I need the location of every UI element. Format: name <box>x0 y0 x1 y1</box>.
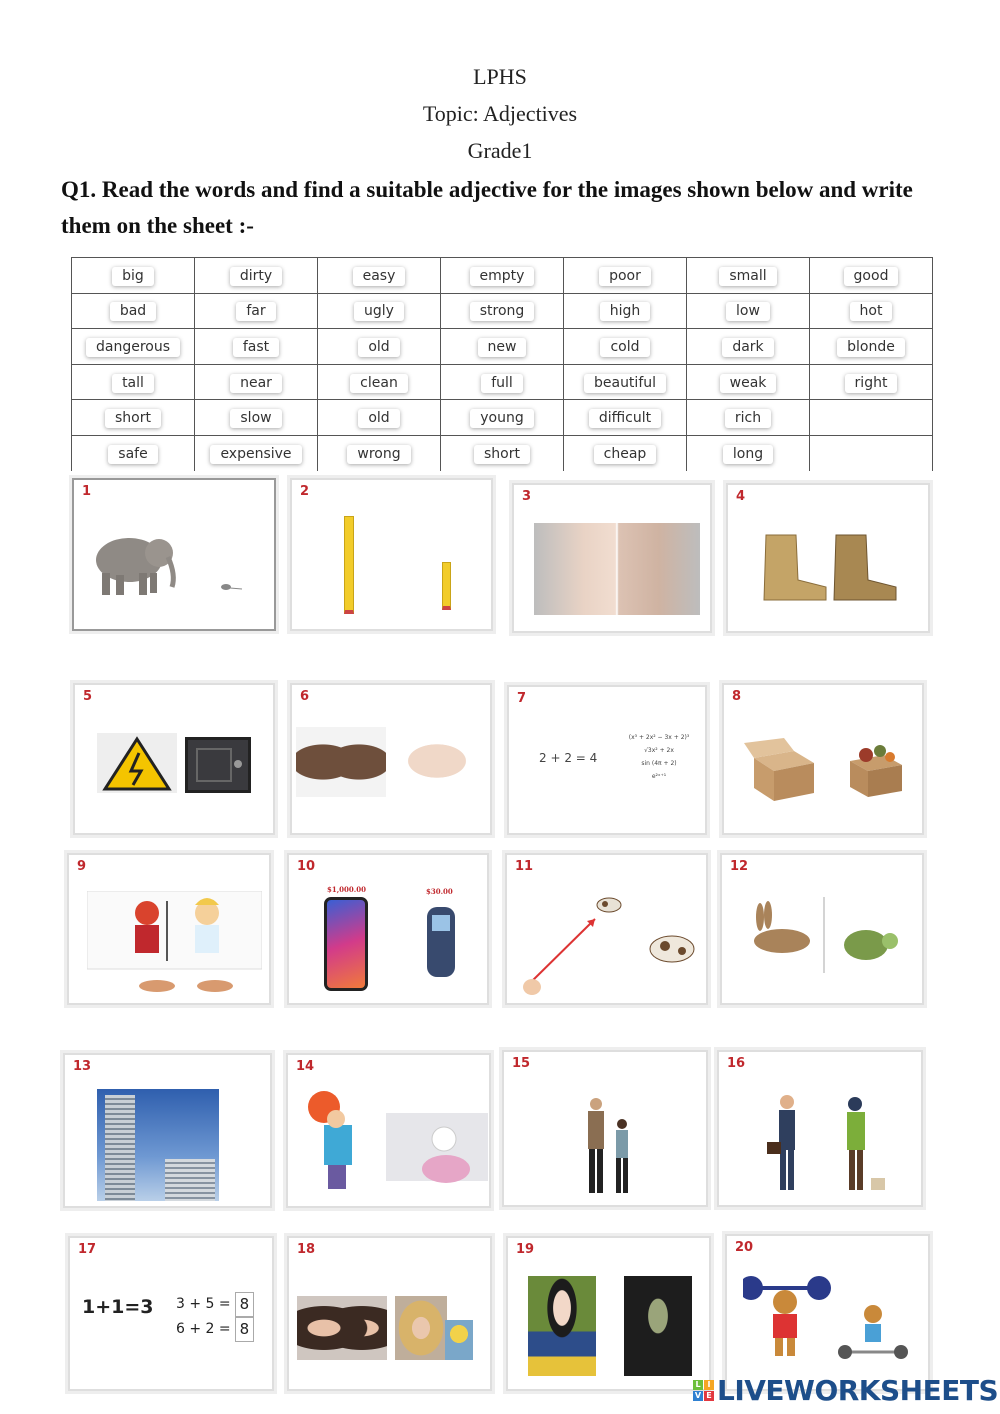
word-chip[interactable]: short <box>105 409 161 428</box>
word-bank-cell <box>195 329 318 365</box>
liveworksheets-watermark <box>693 1374 998 1407</box>
word-bank-cell <box>195 435 318 471</box>
full-box-image <box>844 739 908 799</box>
wrong-sum: 1+1=3 <box>82 1296 154 1318</box>
panel-11 <box>505 853 708 1005</box>
word-chip[interactable]: right <box>845 374 898 393</box>
word-chip[interactable]: cheap <box>594 445 657 464</box>
easy-equation: 2 + 2 = 4 <box>539 751 598 765</box>
panel-number: 11 <box>515 859 534 874</box>
word-chip[interactable]: rich <box>725 409 771 428</box>
word-bank-cell <box>687 258 810 294</box>
word-bank-cell <box>72 400 195 436</box>
word-bank-cell <box>441 435 564 471</box>
right-sums: 3 + 5 = 8 6 + 2 = 8 <box>176 1292 254 1342</box>
cheap-price: $30.00 <box>426 887 453 896</box>
word-chip[interactable]: blonde <box>837 338 905 357</box>
expensive-price: $1,000.00 <box>327 885 366 894</box>
word-chip[interactable]: old <box>358 409 399 428</box>
word-bank-cell <box>564 329 687 365</box>
word-bank-cell <box>318 435 441 471</box>
word-bank-row <box>72 293 933 329</box>
word-chip[interactable]: long <box>723 445 773 464</box>
panel-2 <box>290 478 493 631</box>
word-bank-cell <box>810 258 933 294</box>
word-bank-cell <box>687 364 810 400</box>
word-chip[interactable]: cold <box>600 338 649 357</box>
word-chip[interactable]: far <box>236 302 275 321</box>
word-bank-cell <box>72 435 195 471</box>
word-chip[interactable]: new <box>478 338 527 357</box>
word-bank-cell <box>810 329 933 365</box>
word-chip[interactable]: high <box>600 302 651 321</box>
panel-number: 2 <box>300 484 310 499</box>
word-bank-cell <box>441 258 564 294</box>
liveworksheets-text: LIVEWORKSHEETS <box>717 1374 999 1407</box>
strong-weak-image <box>743 1272 918 1362</box>
word-chip[interactable]: tall <box>112 374 154 393</box>
word-bank-cell <box>441 329 564 365</box>
short-pencil-icon <box>442 562 451 610</box>
panel-3 <box>512 483 712 633</box>
word-chip[interactable]: hot <box>850 302 893 321</box>
panel-5 <box>73 683 275 835</box>
empty-box-image <box>744 733 824 803</box>
word-bank-cell <box>810 400 933 436</box>
word-chip[interactable]: dirty <box>230 267 282 286</box>
word-bank-row <box>72 400 933 436</box>
washing-hands-image <box>392 735 482 787</box>
word-chip[interactable]: dark <box>722 338 773 357</box>
word-chip[interactable]: wrong <box>347 445 410 464</box>
panel-15 <box>502 1050 708 1207</box>
elephant-mouse-image <box>84 525 264 600</box>
hard-equations: (x³ + 2x² − 3x + 2)³ √3x² + 2x sin (4π + 2) e²ˣ⁺¹ <box>628 734 690 780</box>
panel-10 <box>287 853 489 1005</box>
devil-angel-image <box>87 891 262 996</box>
word-bank-cell <box>195 400 318 436</box>
word-bank-cell <box>810 435 933 471</box>
question-text: Q1. Read the words and find a suitable adjective for the images shown below and write them on the sheet :- <box>61 177 913 238</box>
panel-6 <box>290 683 492 835</box>
header-grade: Grade1 <box>467 138 533 163</box>
header-school: LPHS <box>473 64 527 89</box>
panel-number: 5 <box>83 689 93 704</box>
word-chip[interactable]: fast <box>233 338 279 357</box>
header-topic: Topic: Adjectives <box>422 101 578 126</box>
witch-image <box>624 1276 692 1376</box>
word-chip[interactable]: good <box>844 267 899 286</box>
basic-phone-image <box>427 907 455 977</box>
word-chip[interactable]: ugly <box>354 302 404 321</box>
word-bank-cell <box>318 364 441 400</box>
panel-number: 16 <box>727 1056 746 1071</box>
panel-number: 18 <box>297 1242 316 1257</box>
panel-number: 9 <box>77 859 87 874</box>
word-bank-table <box>71 257 933 471</box>
rich-poor-man-image <box>749 1092 899 1197</box>
word-chip[interactable]: small <box>719 267 776 286</box>
panel-number: 1 <box>82 484 92 499</box>
word-chip[interactable]: short <box>474 445 530 464</box>
panel-number: 15 <box>512 1056 531 1071</box>
word-bank-cell <box>687 329 810 365</box>
near-far-cow-image <box>517 891 702 1001</box>
panel-9 <box>67 853 271 1005</box>
word-chip[interactable]: big <box>112 267 154 286</box>
word-bank-cell <box>195 258 318 294</box>
panel-number: 8 <box>732 689 742 704</box>
word-chip[interactable]: beautiful <box>584 374 666 393</box>
young-old-face-image <box>534 523 700 615</box>
word-bank-cell <box>564 258 687 294</box>
panel-1 <box>72 478 276 631</box>
word-bank-cell <box>687 400 810 436</box>
word-bank-row <box>72 435 933 471</box>
boots-image <box>756 525 906 605</box>
word-chip[interactable]: clean <box>350 374 408 393</box>
word-bank-cell <box>564 400 687 436</box>
dirty-hands-image <box>296 727 386 797</box>
word-bank-cell <box>195 364 318 400</box>
word-chip[interactable]: slow <box>230 409 281 428</box>
panel-number: 4 <box>736 489 746 504</box>
word-bank-cell <box>687 435 810 471</box>
word-bank-row <box>72 258 933 294</box>
panel-4 <box>726 483 930 633</box>
word-bank-cell <box>195 293 318 329</box>
word-bank-cell <box>687 293 810 329</box>
rabbit-turtle-image <box>738 895 913 975</box>
word-bank-cell <box>441 364 564 400</box>
panel-19 <box>506 1236 711 1391</box>
panel-number: 13 <box>73 1059 92 1074</box>
dark-hair-image <box>297 1296 387 1360</box>
panel-number: 19 <box>516 1242 535 1257</box>
word-bank-cell <box>564 293 687 329</box>
word-chip[interactable]: easy <box>353 267 406 286</box>
panel-13 <box>63 1053 272 1208</box>
panel-18 <box>287 1236 492 1391</box>
word-bank-cell <box>441 293 564 329</box>
word-bank-cell <box>318 400 441 436</box>
panel-number: 6 <box>300 689 310 704</box>
panel-number: 17 <box>78 1242 97 1257</box>
panel-number: 12 <box>730 859 749 874</box>
word-chip[interactable]: young <box>470 409 533 428</box>
word-chip[interactable]: empty <box>470 267 535 286</box>
panel-number: 20 <box>735 1240 754 1255</box>
word-bank-row <box>72 329 933 365</box>
panel-14 <box>286 1053 491 1208</box>
panel-number: 7 <box>517 691 527 706</box>
panel-number: 14 <box>296 1059 315 1074</box>
panel-17 <box>68 1236 274 1391</box>
word-chip[interactable]: safe <box>108 445 157 464</box>
word-chip[interactable]: low <box>726 302 770 321</box>
panel-20 <box>725 1234 930 1391</box>
liveworksheets-logo-icon: L I V E <box>693 1380 714 1401</box>
word-bank-cell <box>72 293 195 329</box>
word-chip[interactable]: weak <box>720 374 777 393</box>
word-chip[interactable]: expensive <box>210 445 301 464</box>
panel-12 <box>720 853 924 1005</box>
smartphone-image <box>324 897 368 991</box>
snow-white-image <box>528 1276 596 1376</box>
word-bank-cell <box>72 364 195 400</box>
word-bank-cell <box>72 329 195 365</box>
word-chip[interactable]: bad <box>110 302 156 321</box>
hot-cold-image <box>294 1089 489 1204</box>
word-chip[interactable]: old <box>358 338 399 357</box>
danger-sign-icon <box>97 733 177 793</box>
tall-short-man-image <box>580 1096 640 1196</box>
word-chip[interactable]: strong <box>470 302 535 321</box>
panel-8 <box>722 683 924 835</box>
word-chip[interactable]: near <box>230 374 282 393</box>
word-bank-row <box>72 364 933 400</box>
word-chip[interactable]: difficult <box>589 409 661 428</box>
panel-number: 10 <box>297 859 316 874</box>
panel-number: 3 <box>522 489 532 504</box>
word-chip[interactable]: dangerous <box>86 338 180 357</box>
word-bank-cell <box>564 435 687 471</box>
panel-16 <box>717 1050 923 1207</box>
word-bank-cell <box>441 400 564 436</box>
word-bank-cell <box>810 364 933 400</box>
word-chip[interactable]: full <box>481 374 523 393</box>
safe-box-icon <box>185 737 251 793</box>
word-bank-cell <box>564 364 687 400</box>
buildings-image <box>97 1089 219 1201</box>
panel-7 <box>507 685 707 835</box>
word-bank-cell <box>72 258 195 294</box>
cartoon-boy-image <box>445 1320 473 1360</box>
word-bank-cell <box>810 293 933 329</box>
word-bank-cell <box>318 293 441 329</box>
long-pencil-icon <box>344 516 354 614</box>
word-bank-cell <box>318 329 441 365</box>
word-bank-cell <box>318 258 441 294</box>
blonde-hair-image <box>395 1296 447 1360</box>
word-chip[interactable]: poor <box>599 267 651 286</box>
